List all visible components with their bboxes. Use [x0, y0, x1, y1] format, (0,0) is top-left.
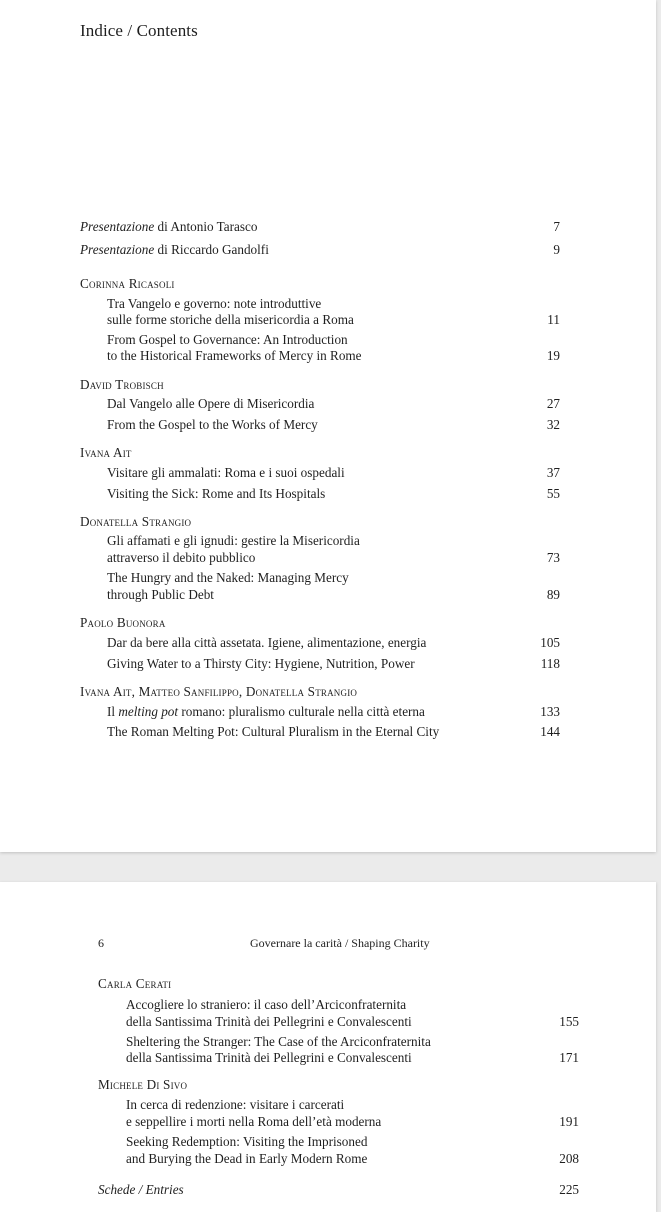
- author-name: Ivana Ait: [80, 445, 132, 460]
- page-ref: 11: [547, 312, 560, 327]
- author-name: David Trobisch: [80, 377, 164, 392]
- essay-title-line: In cerca di redenzione: visitare i carcerati: [126, 1097, 345, 1112]
- entries-section-title: Schede / Entries: [98, 1182, 184, 1197]
- essay-title-line: Tra Vangelo e governo: note introduttive: [107, 296, 322, 311]
- page-ref: 19: [546, 348, 560, 363]
- essay-title-line: and Burying the Dead in Early Modern Rome: [126, 1151, 368, 1166]
- essay-title-line: Dal Vangelo alle Opere di Misericordia: [107, 396, 315, 411]
- preface-entry: [80, 219, 257, 235]
- title-fragment: Il: [107, 704, 119, 719]
- page-ref: 144: [540, 724, 560, 739]
- author-name: Carla Cerati: [98, 976, 172, 991]
- page-ref: 37: [546, 465, 560, 480]
- essay-title-line: Accogliere lo straniero: il caso dell’Arciconfraternita: [126, 997, 407, 1012]
- essay-title-line: Sheltering the Stranger: The Case of the Arciconfraternita: [126, 1034, 431, 1049]
- page-number: 6: [98, 936, 104, 950]
- author-name: Ivana Ait, Matteo Sanfilippo, Donatella Strangio: [80, 684, 358, 699]
- preface-author: di Antonio Tarasco: [154, 219, 258, 234]
- page-ref: 171: [559, 1050, 579, 1065]
- essay-title-line: Visitare gli ammalati: Roma e i suoi ospedali: [107, 465, 345, 480]
- essay-title-line: attraverso il debito pubblico: [107, 550, 256, 565]
- preface-author: di Riccardo Gandolfi: [154, 242, 269, 257]
- preface-label: Presentazione: [80, 219, 155, 234]
- essay-title-line: Gli affamati e gli ignudi: gestire la Misericordia: [107, 533, 360, 548]
- essay-title-line: Visiting the Sick: Rome and Its Hospitals: [107, 486, 326, 501]
- author-name: Michele Di Sivo: [98, 1077, 188, 1092]
- preface-label: Presentazione: [80, 242, 155, 257]
- essay-title-line: e seppellire i morti nella Roma dell’età moderna: [126, 1114, 382, 1129]
- page-ref: 7: [553, 219, 560, 234]
- title-fragment: romano: pluralismo culturale nella città eterna: [178, 704, 425, 719]
- essay-title-line: Seeking Redemption: Visiting the Imprisoned: [126, 1134, 368, 1149]
- toc-heading: Indice / Contents: [80, 21, 198, 40]
- page-ref: 89: [546, 587, 560, 602]
- page-ref: 225: [559, 1182, 579, 1197]
- author-name: Paolo Buonora: [80, 615, 166, 630]
- page-ref: 105: [540, 635, 560, 650]
- essay-title-line: through Public Debt: [107, 587, 214, 602]
- page-ref: 118: [540, 656, 560, 671]
- page-ref: 9: [553, 242, 560, 257]
- essay-title-line: to the Historical Frameworks of Mercy in Rome: [107, 348, 362, 363]
- essay-title-line: From the Gospel to the Works of Mercy: [107, 417, 318, 432]
- page-ref: 73: [546, 550, 560, 565]
- author-name: Donatella Strangio: [80, 514, 192, 529]
- page-ref: 32: [546, 417, 560, 432]
- preface-entry: [80, 242, 269, 258]
- page-ref: 191: [559, 1114, 579, 1129]
- essay-title-line: Dar da bere alla città assetata. Igiene, alimentazione, energia: [107, 635, 427, 650]
- essay-title-line: Giving Water to a Thirsty City: Hygiene, Nutrition, Power: [107, 656, 415, 671]
- essay-title-line: The Hungry and the Naked: Managing Mercy: [107, 570, 349, 585]
- essay-title-line: The Roman Melting Pot: Cultural Pluralism in the Eternal City: [107, 724, 440, 739]
- essay-title-line: della Santissima Trinità dei Pellegrini e Convalescenti: [126, 1050, 412, 1065]
- essay-title-line: della Santissima Trinità dei Pellegrini e Convalescenti: [126, 1014, 412, 1029]
- page-ref: 133: [540, 704, 560, 719]
- page-ref: 27: [546, 396, 560, 411]
- running-title: Governare la carità / Shaping Charity: [250, 936, 430, 950]
- essay-title-line: [107, 704, 425, 720]
- title-fragment: melting pot: [118, 704, 179, 719]
- page-ref: 155: [559, 1014, 579, 1029]
- essay-title-line: From Gospel to Governance: An Introduction: [107, 332, 348, 347]
- page-ref: 55: [546, 486, 560, 501]
- page-ref: 208: [559, 1151, 579, 1166]
- author-name: Corinna Ricasoli: [80, 276, 175, 291]
- essay-title-line: sulle forme storiche della misericordia a Roma: [107, 312, 354, 327]
